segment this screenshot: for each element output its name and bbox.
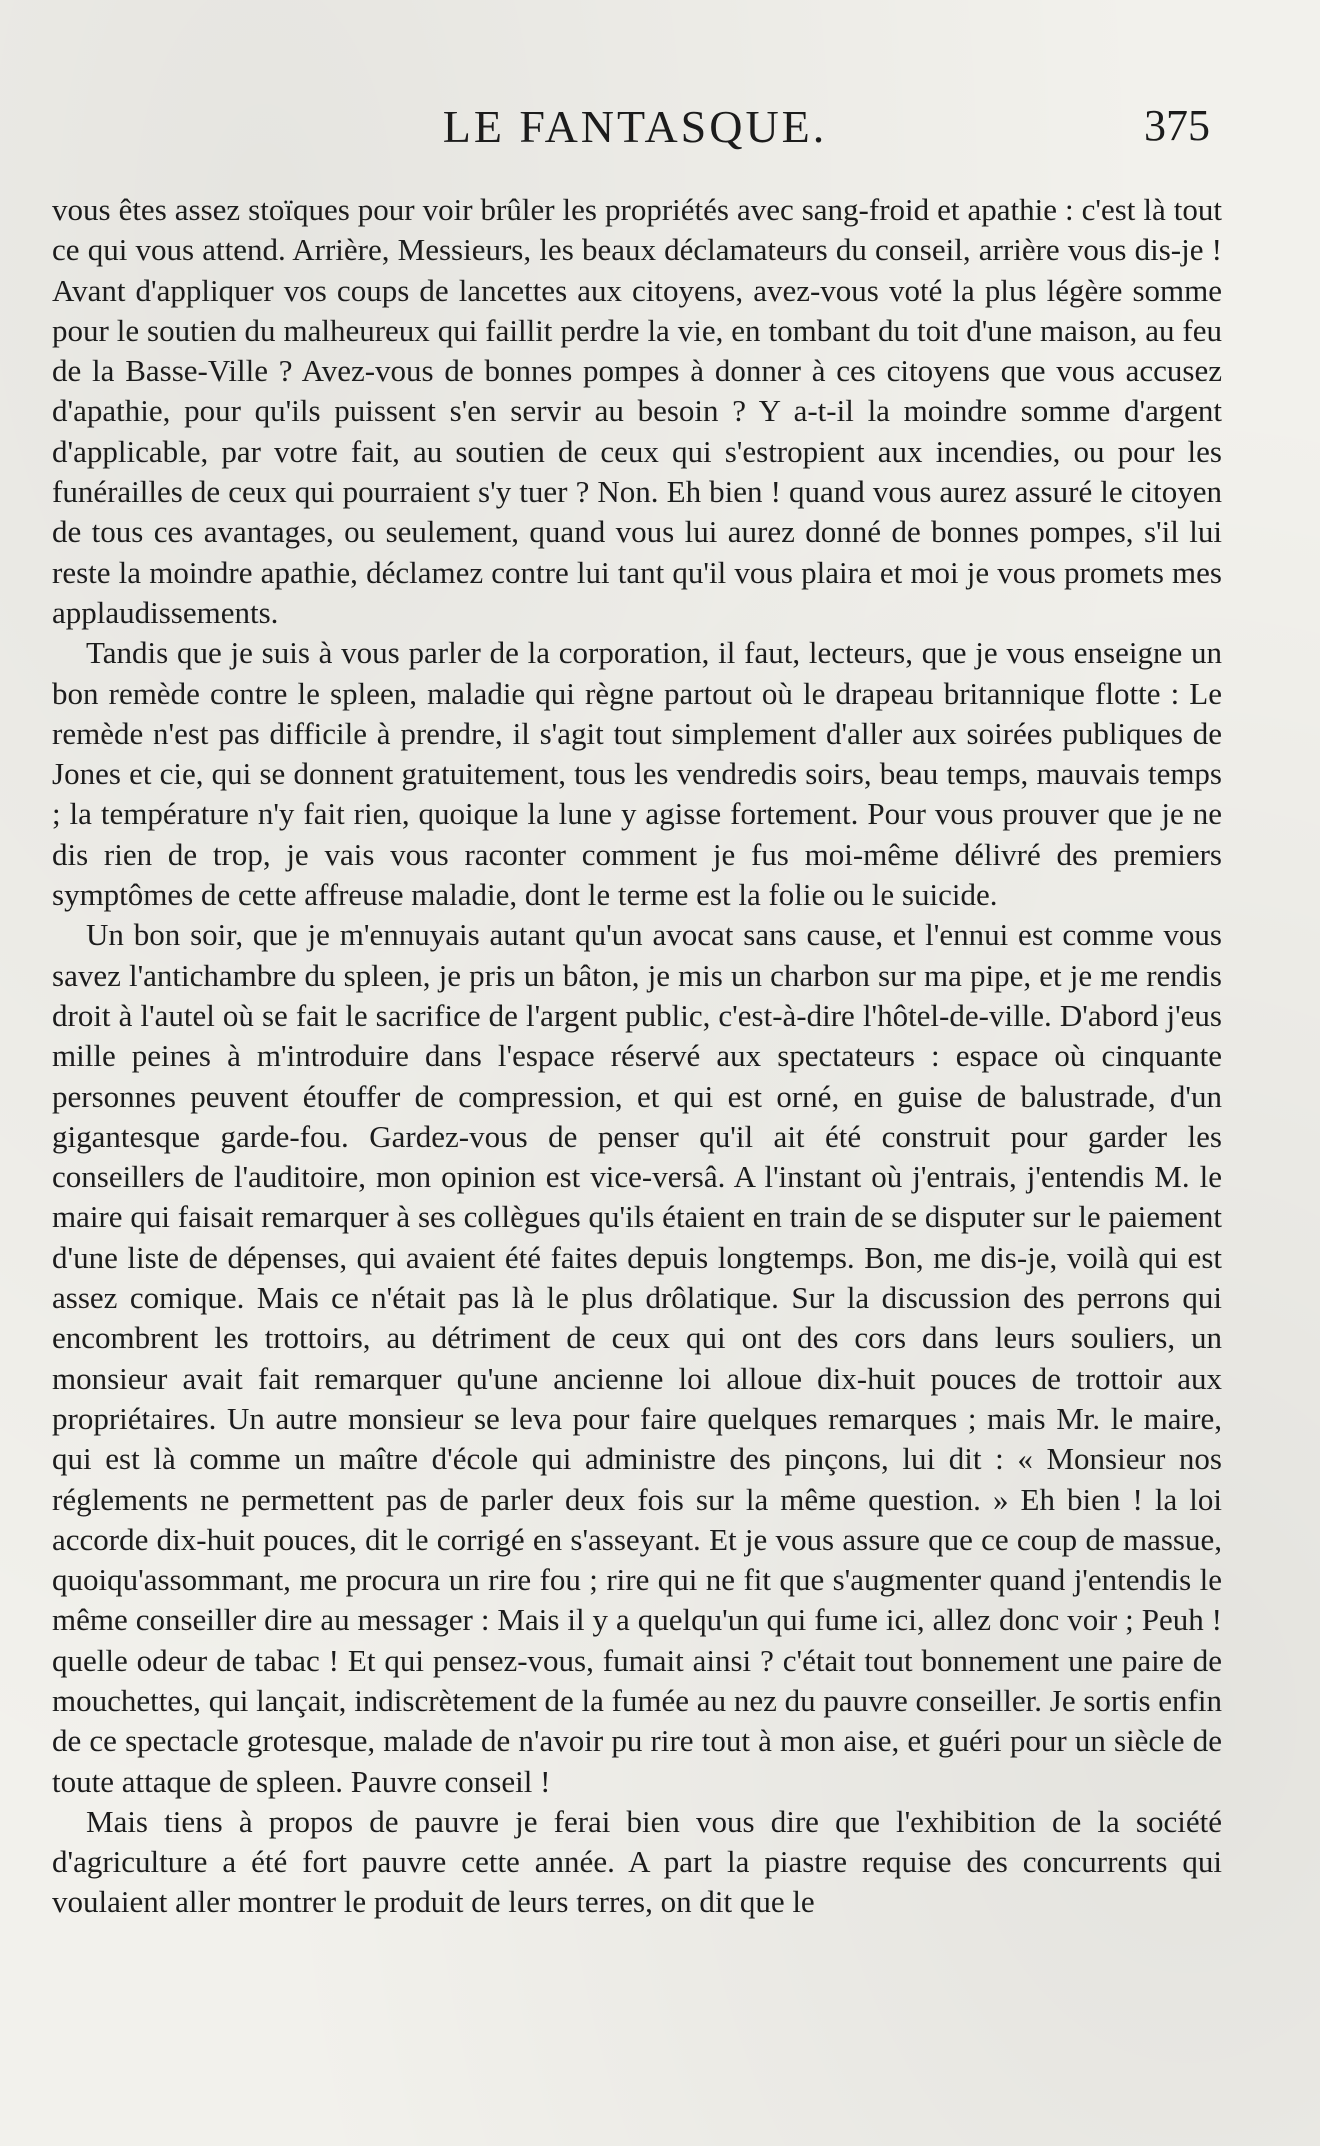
paragraph-1: vous êtes assez stoïques pour voir brûler les propriétés avec sang-froid et apathie : c'est là tout ce qui vous attend. Arrière, Messieurs, les beaux déclamateurs du conseil, arrière vous dis-je ! Avant d'appliquer vos coups de lancettes aux citoyens, avez-vous voté la plus légère somme pour le soutien du malheureux qui faillit perdre la vie, en tombant du toit d'une maison, au feu de la Basse-Ville ? Avez-vous de bonnes pompes à donner à ces citoyens que vous accusez d'apathie, pour qu'ils puissent s'en servir au besoin ? Y a-t-il la moindre somme d'argent d'applicable, par votre fait, au soutien de ceux qui s'estropient aux incendies, ou pour les funérailles de ceux qui pourraient s'y tuer ? Non. Eh bien ! quand vous aurez assuré le citoyen de tous ces avantages, ou seulement, quand vous lui aurez donné de bonnes pompes, s'il lui reste la moindre apathie, déclamez contre lui tant qu'il vous plaira et moi je vous promets mes applaudissements. (52, 192, 1222, 630)
paragraph-2: Tandis que je suis à vous parler de la corporation, il faut, lecteurs, que je vous enseigne un bon remède contre le spleen, maladie qui règne partout où le drapeau britannique flotte : Le remède n'est pas difficile à prendre, il s'agit tout simplement d'aller aux soirées publiques de Jones et cie, qui se donnent gratuitement, tous les vendredis soirs, beau temps, mauvais temps ; la température n'y fait rien, quoique la lune y agisse fortement. Pour vous prouver que je ne dis rien de trop, je vais vous raconter comment je fus moi-même délivré des premiers symptômes de cette affreuse maladie, dont le terme est la folie ou le suicide. (52, 635, 1222, 913)
page-header (60, 100, 1210, 160)
paragraph-4: Mais tiens à propos de pauvre je ferai bien vous dire que l'exhibition de la société d'agriculture a été fort pauvre cette année. A part la piastre requise des concurrents qui voulaient aller montrer le produit de leurs terres, on dit que le (52, 1803, 1222, 1920)
running-title: LE FANTASQUE. (442, 101, 828, 152)
page-number: 375 (1144, 101, 1210, 150)
paragraph-3: Un bon soir, que je m'ennuyais autant qu'un avocat sans cause, et l'ennui est comme vous savez l'antichambre du spleen, je pris un bâton, je mis un charbon sur ma pipe, et je me rendis droit à l'autel où se fait le sacrifice de l'argent public, c'est-à-dire l'hôtel-de-ville. D'abord j'eus mille peines à m'introduire dans l'espace réservé aux spectateurs : espace où cinquante personnes peuvent étouffer de compression, et qui est orné, en guise de balustrade, d'un gigantesque garde-fou. Gardez-vous de penser qu'il ait été construit pour garder les conseillers de l'auditoire, mon opinion est vice-versâ. A l'instant où j'entrais, j'entendis M. le maire qui faisait remarquer à ses collègues qu'ils étaient en train de se disputer sur le paiement d'une liste de dépenses, qui avaient été faites depuis longtemps. Bon, me dis-je, voilà qui est assez comique. Mais ce n'était pas là le plus drôlatique. Sur la discussion des perrons qui encombrent les trottoirs, au détriment de ceux qui ont des cors dans leurs souliers, un monsieur avait fait remarquer qu'une ancienne loi alloue dix-huit pouces de trottoir aux propriétaires. Un autre monsieur se leva pour faire quelques remarques ; mais Mr. le maire, qui est là comme un maître d'école qui administre des pinçons, lui dit : « Monsieur nos réglements ne permettent pas de parler deux fois sur la même question. » Eh bien ! la loi accorde dix-huit pouces, dit le corrigé en s'asseyant. Et je vous assure que ce coup de massue, quoiqu'assommant, me procura un rire fou ; rire qui ne fit que s'augmenter quand j'entendis le même conseiller dire au messager : Mais il y a quelqu'un qui fume ici, allez donc voir ; Peuh ! quelle odeur de tabac ! Et qui pensez-vous, fumait ainsi ? c'était tout bonnement une paire de mouchettes, qui lançait, indiscrètement de la fumée au nez du pauvre conseiller. Je sortis enfin de ce spectacle grotesque, malade de n'avoir pu rire tout à mon aise, et guéri pour un siècle de toute attaque de spleen. Pauvre conseil ! (52, 917, 1222, 1799)
article-body (52, 190, 1222, 1923)
